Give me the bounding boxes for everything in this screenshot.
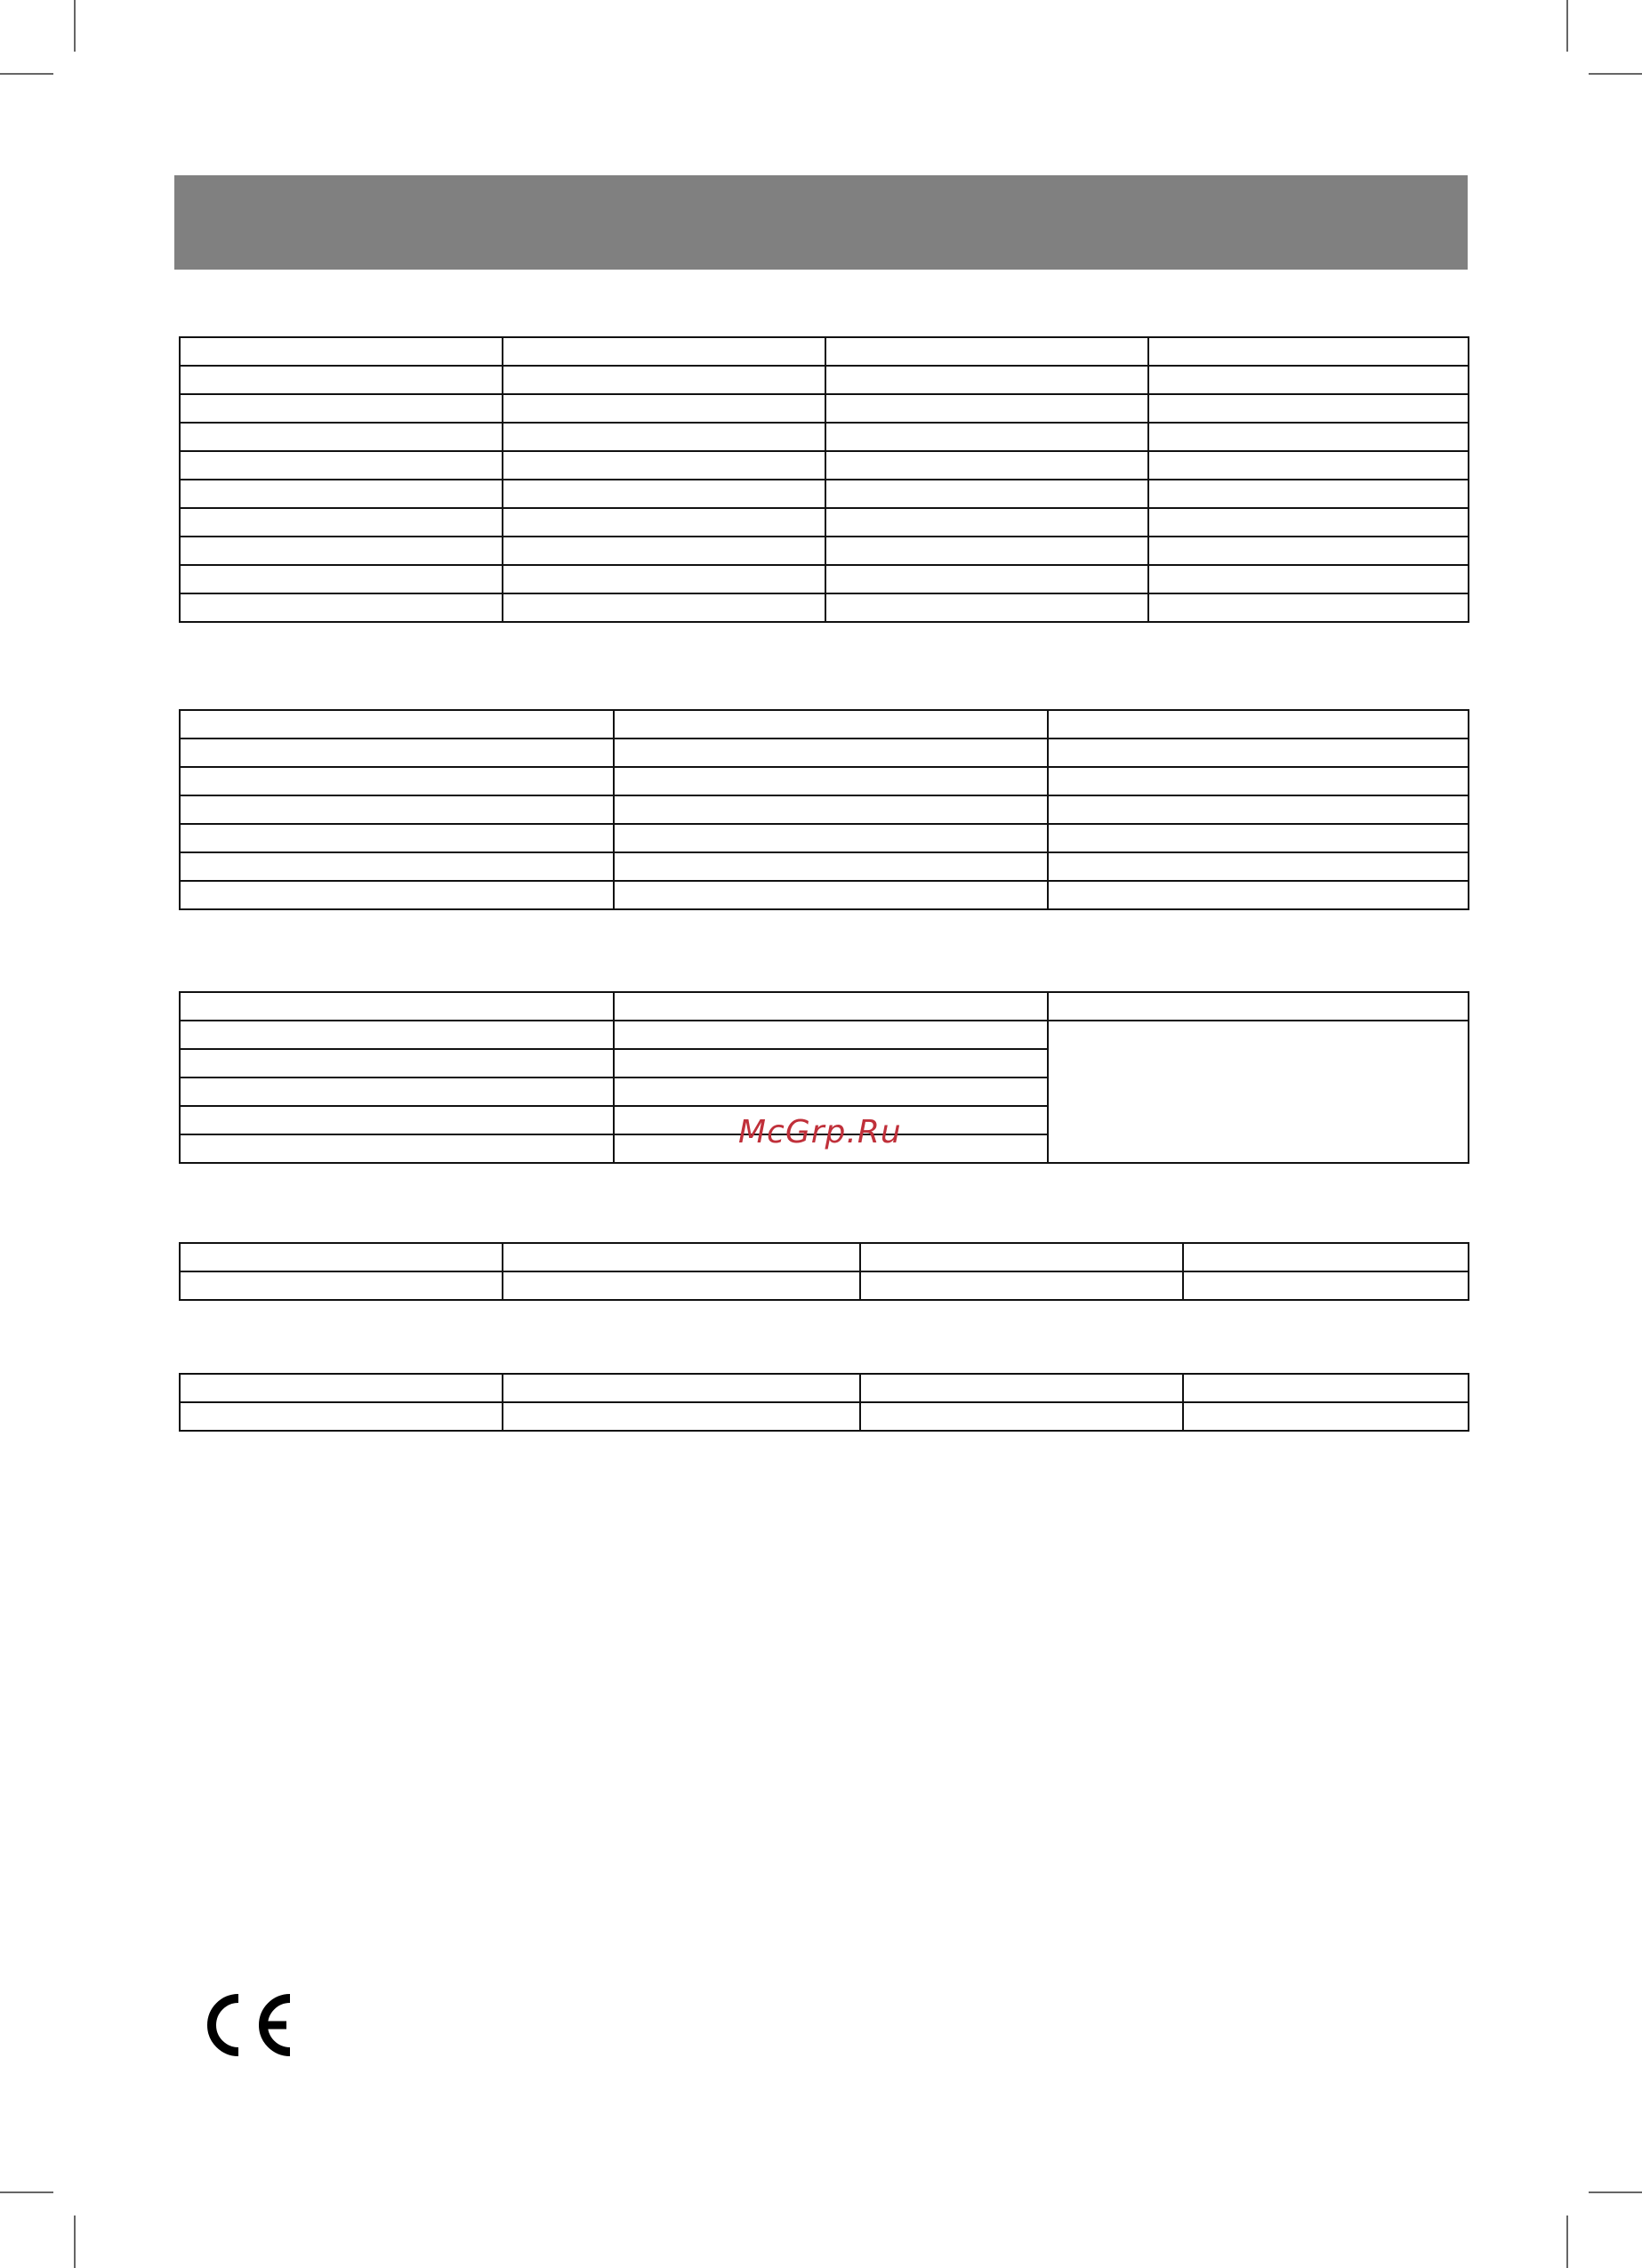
table-cell <box>860 1243 1183 1271</box>
table-cell <box>1048 824 1469 852</box>
table-cell <box>180 824 614 852</box>
table-cell <box>860 1374 1183 1402</box>
table-cell <box>1148 394 1469 423</box>
crop-mark <box>1589 2191 1642 2193</box>
table-row <box>180 881 1469 909</box>
table-cell <box>825 451 1148 480</box>
table-cell <box>860 1271 1183 1300</box>
table-cell <box>825 537 1148 565</box>
table-cell <box>180 593 503 622</box>
table-cell <box>180 423 503 451</box>
crop-mark <box>1566 0 1568 52</box>
spec-table-5 <box>179 1373 1469 1432</box>
table-cell <box>1048 795 1469 824</box>
table-cell <box>825 423 1148 451</box>
table-row <box>180 1402 1469 1431</box>
table-cell <box>503 1402 860 1431</box>
table-cell <box>180 451 503 480</box>
table-cell <box>825 565 1148 593</box>
table-cell <box>825 480 1148 508</box>
table-cell <box>1148 508 1469 537</box>
table-cell <box>614 881 1048 909</box>
table-cell <box>825 337 1148 366</box>
table-cell <box>1183 1243 1469 1271</box>
table-cell <box>860 1402 1183 1431</box>
table-cell <box>180 1243 503 1271</box>
table-cell <box>825 366 1148 394</box>
crop-mark <box>74 0 76 52</box>
crop-mark <box>74 2216 76 2268</box>
table-cell <box>180 480 503 508</box>
spec-table-2 <box>179 709 1469 910</box>
table-cell <box>1148 337 1469 366</box>
table-cell <box>180 1374 503 1402</box>
ce-mark-icon <box>205 1993 294 2057</box>
table-cell <box>180 1049 614 1078</box>
table-cell <box>614 992 1048 1021</box>
table-cell <box>1183 1271 1469 1300</box>
crop-mark <box>1589 73 1642 75</box>
header-band <box>174 175 1468 270</box>
table-cell <box>180 1106 614 1134</box>
table-row <box>180 1021 1469 1049</box>
table-cell <box>1148 423 1469 451</box>
table-cell <box>1048 881 1469 909</box>
table-cell <box>1048 767 1469 795</box>
table-row <box>180 593 1469 622</box>
table-cell <box>503 1374 860 1402</box>
crop-mark <box>0 73 53 75</box>
crop-mark <box>0 2191 53 2193</box>
table-cell <box>503 593 825 622</box>
table-cell <box>1148 451 1469 480</box>
table-cell <box>503 337 825 366</box>
table-cell <box>1183 1402 1469 1431</box>
table-cell <box>825 508 1148 537</box>
table-cell <box>180 767 614 795</box>
table-row <box>180 795 1469 824</box>
table-row <box>180 1271 1469 1300</box>
table-cell <box>614 1078 1048 1106</box>
table-row <box>180 739 1469 767</box>
table-cell <box>1048 710 1469 739</box>
table-row <box>180 537 1469 565</box>
table-cell <box>1048 852 1469 881</box>
table-cell <box>1148 565 1469 593</box>
table-row <box>180 824 1469 852</box>
table-cell <box>825 394 1148 423</box>
table-cell <box>614 852 1048 881</box>
table-cell <box>825 593 1148 622</box>
table-cell <box>614 824 1048 852</box>
table-cell <box>503 366 825 394</box>
table-row <box>180 992 1469 1021</box>
table-cell <box>503 1243 860 1271</box>
table-cell <box>180 881 614 909</box>
merged-cell <box>1048 1021 1469 1163</box>
table-cell <box>180 508 503 537</box>
table-cell <box>503 537 825 565</box>
table-row <box>180 451 1469 480</box>
watermark-text: McGrp.Ru <box>738 1114 902 1150</box>
table-cell <box>180 739 614 767</box>
table-cell <box>180 1078 614 1106</box>
table-cell <box>614 1049 1048 1078</box>
table-cell <box>503 565 825 593</box>
table-cell <box>1148 366 1469 394</box>
table-cell <box>1148 480 1469 508</box>
table-cell <box>180 1271 503 1300</box>
table-cell <box>180 852 614 881</box>
table-row <box>180 480 1469 508</box>
table-cell <box>180 1402 503 1431</box>
table-row <box>180 508 1469 537</box>
crop-mark <box>1566 2216 1568 2268</box>
table-row <box>180 767 1469 795</box>
table-row <box>180 565 1469 593</box>
table-cell <box>503 508 825 537</box>
table-cell <box>1183 1374 1469 1402</box>
table-cell <box>180 366 503 394</box>
table-cell <box>180 992 614 1021</box>
table-row <box>180 337 1469 366</box>
table-cell <box>180 1021 614 1049</box>
table-cell <box>1048 992 1469 1021</box>
table-row <box>180 1243 1469 1271</box>
table-row <box>180 394 1469 423</box>
table-cell <box>180 795 614 824</box>
table-cell <box>503 1271 860 1300</box>
table-row <box>180 852 1469 881</box>
table-cell <box>180 710 614 739</box>
table-cell <box>180 1134 614 1163</box>
table-row <box>180 710 1469 739</box>
table-cell <box>503 423 825 451</box>
spec-table-4 <box>179 1242 1469 1301</box>
spec-table-1 <box>179 336 1469 623</box>
table-cell <box>180 565 503 593</box>
table-cell <box>614 795 1048 824</box>
table-row <box>180 1374 1469 1402</box>
table-cell <box>180 337 503 366</box>
table-row <box>180 423 1469 451</box>
table-cell <box>614 767 1048 795</box>
table-cell <box>614 710 1048 739</box>
table-cell <box>1148 537 1469 565</box>
table-cell <box>503 394 825 423</box>
table-cell <box>1148 593 1469 622</box>
table-cell <box>614 739 1048 767</box>
table-cell <box>180 394 503 423</box>
table-cell <box>1048 739 1469 767</box>
table-cell <box>180 537 503 565</box>
table-cell <box>503 480 825 508</box>
table-cell <box>503 451 825 480</box>
table-row <box>180 366 1469 394</box>
table-cell <box>614 1021 1048 1049</box>
